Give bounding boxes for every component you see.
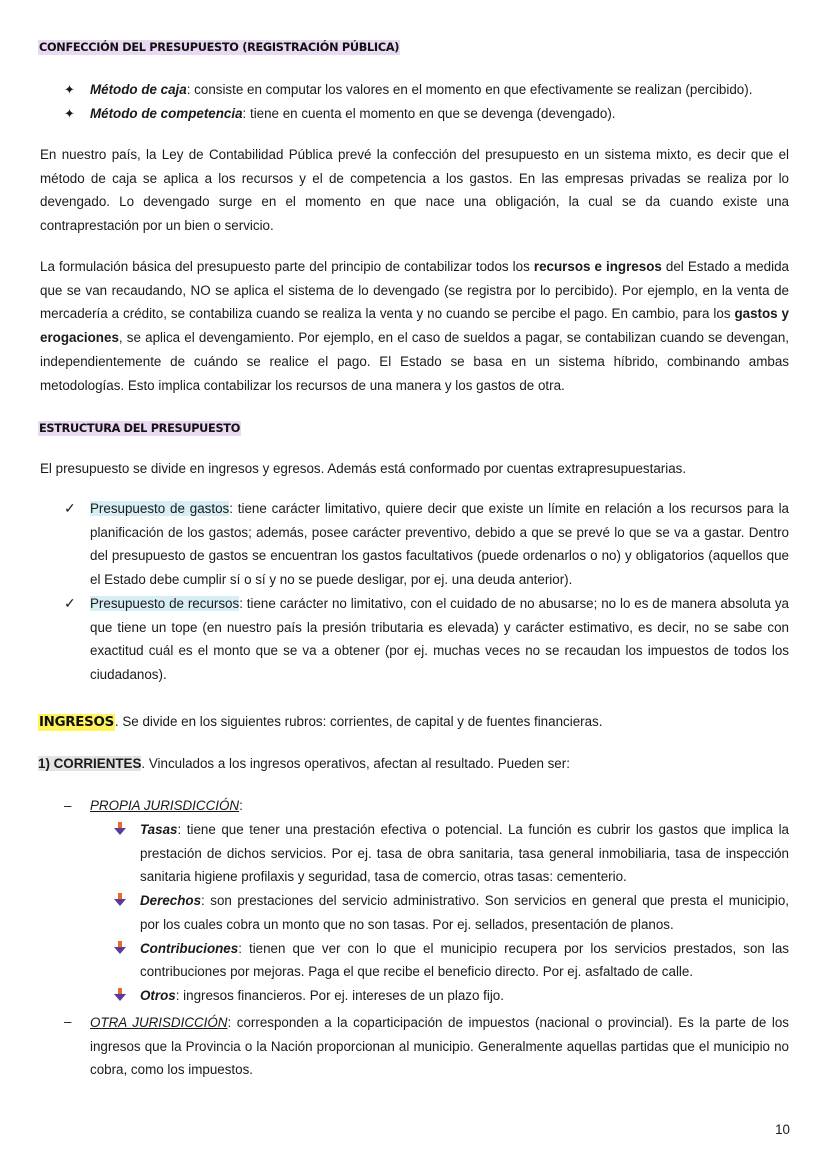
list-item: ✦ Método de caja: consiste en computar los valores en el momento en que efectivamente se realizan (percibido). <box>64 78 794 102</box>
paragraph-sistema-mixto: En nuestro país, la Ley de Contabilidad Pública prevé la confección del presupuesto en un sistema mixto, es decir que el método de caja se aplica a los recursos y el de competencia a los gastos. En las empresas privadas se realiza por lo devengado. Lo devengado surge en el momento en que nace una obligación, la cual se da cuando existe una contraprestación por un bien o servicio. <box>40 147 789 234</box>
dash-bullet-icon: – <box>64 1014 72 1029</box>
paragraph-division: El presupuesto se divide en ingresos y egresos. Además está conformado por cuentas extrapresupuestarias. <box>40 461 687 476</box>
paragraph-formulacion: La formulación básica del presupuesto parte del principio de contabilizar todos los recursos e ingresos del Estado a medida que se van recaudando, NO se aplica el sistema de lo devengado (se registra por lo percibido). Por ejemplo, en la venta de mercadería a crédito, se contabiliza cuando se realiza la venta y no cuando se percibe el pago. En cambio, para los gastos y erogaciones, se aplica el devengamiento. Por ejemplo, en el caso de sueldos a pagar, se contabilizan cuando se devengan, independientemente de cuándo se realice el pago. El Estado se basa en un sistema híbrido, combinando ambas metodologías. Esto implica contabilizar los recursos de una manera y los gastos de otra. <box>40 259 789 393</box>
list-item: Otros: ingresos financieros. Por ej. intereses de un plazo fijo. <box>114 984 789 1008</box>
list-item: ✓ Presupuesto de recursos: tiene carácter no limitativo, con el cuidado de no abusarse; no lo es de manera absoluta ya que tiene un tope (en nuestro país la presión tributaria es elevada) y carácter estimativo, es decir, no se sabe con exactitud cuál es el monto que se va a obtener (por ej. muchas veces no se recaudan los impuestos de todos los ciudadanos). <box>64 594 789 682</box>
check-icon: ✓ <box>64 500 76 516</box>
star-bullet-icon: ✦ <box>64 82 75 97</box>
corrientes-line: 1) CORRIENTES. Vinculados a los ingresos operativos, afectan al resultado. Pueden ser: <box>38 756 570 771</box>
estructura-list <box>64 497 789 687</box>
list-item: Derechos: son prestaciones del servicio administrativo. Son servicios en general que presta el municipio, por los cuales cobra un monto que no son tasas. Por ej. sellados, presentación de planos. <box>114 889 789 936</box>
list-item: ✓ Presupuesto de gastos: tiene carácter limitativo, quiere decir que existe un límite en relación a los recursos para la planificación de los gastos; además, posee carácter preventivo, debido a que se prevé lo que se va a gastar. Dentro del presupuesto de gastos se encuentran los gastos facultativos (puede ordenarlos o no) y obligatorios (aquellos que el Estado debe cumplir sí o sí y no se puede desligar, por ej. una deuda anterior). <box>64 500 789 588</box>
metodos-list <box>64 78 794 125</box>
arrow-down-bullet-icon <box>114 941 126 955</box>
ingresos-line: INGRESOS. Se divide en los siguientes rubros: corrientes, de capital y de fuentes financieras. <box>39 714 603 730</box>
page-number: 10 <box>775 1122 790 1137</box>
otra-jurisdiccion-block: – OTRA JURISDICCIÓN: corresponden a la coparticipación de impuestos (nacional o provincial). Es la parte de los ingresos que la Provincia o la Nación proporcionan al municipio. Generalmente aquellas partidas que el municipio no cobra, como los impuestos. <box>64 1014 789 1078</box>
list-item: Contribuciones: tienen que ver con lo que el municipio recupera por los servicios prestados, son las contribuciones por mejoras. Paga el que recibe el beneficio directo. Por ej. asfaltado de calle. <box>114 937 789 984</box>
list-item: Tasas: tiene que tener una prestación efectiva o potencial. La función es cubrir los gastos que implica la prestación de dichos servicios. Por ej. tasa de obra sanitaria, tasa general inmobiliaria, tasa de inspección sanitaria higiene profilaxis y seguridad, tasa de comercio, otras tasas: cementerio. <box>114 818 789 889</box>
arrow-down-bullet-icon <box>114 822 126 836</box>
propia-jurisdiccion-block: – PROPIA JURISDICCIÓN: <box>64 794 789 818</box>
list-item: ✦ Método de competencia: tiene en cuenta el momento en que se devenga (devengado). <box>64 102 794 126</box>
corrientes-heading: 1) CORRIENTES <box>38 756 142 771</box>
section-heading-estructura: ESTRUCTURA DEL PRESUPUESTO <box>39 422 241 435</box>
star-bullet-icon: ✦ <box>64 105 75 121</box>
check-icon: ✓ <box>64 594 76 611</box>
arrow-down-bullet-icon <box>114 988 126 1002</box>
propia-items-list <box>114 818 789 1008</box>
section-heading-confeccion: CONFECCIÓN DEL PRESUPUESTO (REGISTRACIÓN PÚBLICA) <box>39 41 400 54</box>
ingresos-heading: INGRESOS <box>39 715 114 730</box>
dash-bullet-icon: – <box>64 798 72 813</box>
arrow-down-bullet-icon <box>114 893 126 907</box>
